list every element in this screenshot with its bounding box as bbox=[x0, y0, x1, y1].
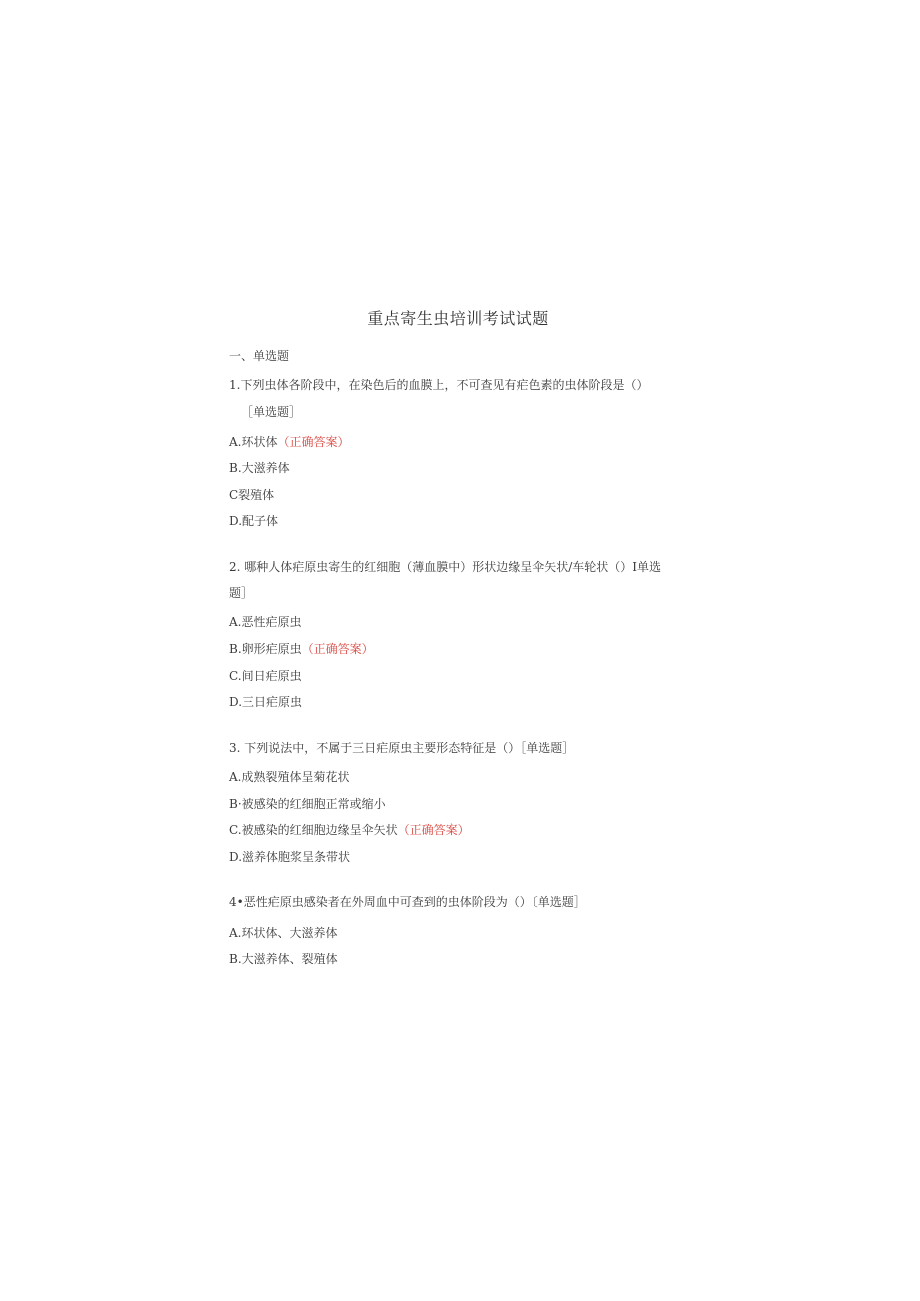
question-1-type: ［单选题］ bbox=[241, 405, 302, 419]
option-text: D.配子体 bbox=[229, 514, 279, 528]
question-2-stem: 2. 哪种人体疟原虫寄生的红细胞（薄血膜中）形状边缘呈伞矢状/车轮状（）I单选 bbox=[229, 560, 662, 574]
question-1-option-c bbox=[229, 487, 274, 503]
page-title: 重点寄生虫培训考试试题 bbox=[367, 309, 549, 328]
question-1-option-b bbox=[229, 460, 290, 476]
question-2-option-c bbox=[229, 668, 302, 684]
option-text: D.滋养体胞浆呈条带状 bbox=[229, 850, 351, 864]
question-3-option-b bbox=[229, 796, 386, 812]
question-2-stem-cont: 题］ bbox=[229, 586, 254, 600]
question-1-option-a bbox=[229, 434, 350, 450]
option-text: C.被感染的红细胞边缘呈伞矢状 bbox=[229, 823, 398, 837]
question-3-option-d bbox=[229, 849, 350, 865]
section-heading: 一、单选题 bbox=[229, 349, 290, 363]
option-text: B.大滋养体 bbox=[229, 461, 290, 475]
correct-answer-mark: （正确答案） bbox=[397, 823, 470, 837]
question-4-option-b bbox=[229, 951, 338, 967]
correct-answer-mark: （正确答案） bbox=[277, 435, 350, 449]
option-text: A.恶性疟原虫 bbox=[229, 615, 302, 629]
question-3-option-c bbox=[229, 822, 470, 838]
question-4-stem: 4•恶性疟原虫感染者在外周血中可查到的虫体阶段为（）〔单选题］ bbox=[229, 895, 586, 909]
option-text: B.卵形疟原虫 bbox=[229, 642, 302, 656]
question-3-stem: 3. 下列说法中，不属于三日疟原虫主要形态特征是（）［单选题］ bbox=[229, 741, 575, 755]
option-text: A.环状体、大滋养体 bbox=[229, 926, 338, 940]
option-text: C.间日疟原虫 bbox=[229, 669, 302, 683]
question-3-option-a bbox=[229, 769, 349, 785]
option-text: D.三日疟原虫 bbox=[229, 695, 303, 709]
option-text: B·被感染的红细胞正常或缩小 bbox=[229, 797, 386, 811]
question-2-option-d bbox=[229, 694, 302, 710]
option-text: A.成熟裂殖体呈菊花状 bbox=[229, 770, 350, 784]
option-text: B.大滋养体、裂殖体 bbox=[229, 952, 338, 966]
option-text: A.环状体 bbox=[229, 435, 278, 449]
question-2-option-b bbox=[229, 641, 374, 657]
option-text: C裂殖体 bbox=[229, 488, 275, 502]
correct-answer-mark: （正确答案） bbox=[301, 642, 374, 656]
question-4-option-a bbox=[229, 925, 337, 941]
question-1-option-d bbox=[229, 513, 278, 529]
question-2-option-a bbox=[229, 614, 301, 630]
question-1-stem: 1.下列虫体各阶段中，在染色后的血膜上，不可查见有疟色素的虫体阶段是（） bbox=[229, 378, 649, 392]
